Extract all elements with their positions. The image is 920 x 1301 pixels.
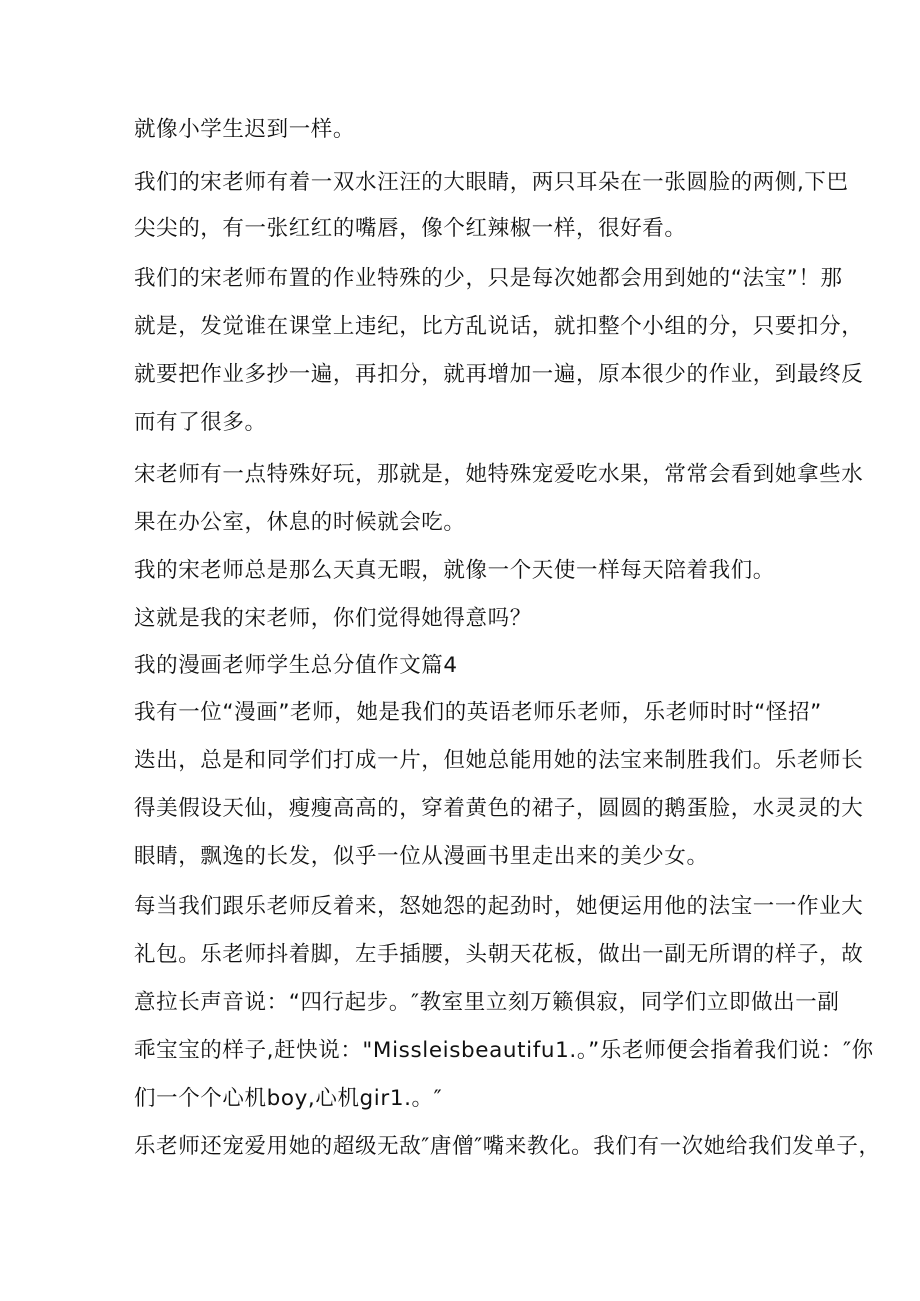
text-line: 就是，发觉谁在课堂上违纪，比方乱说话，就扣整个小组的分，只要扣分， — [134, 314, 864, 339]
text-line: 就像小学生迟到一样。 — [134, 117, 356, 142]
text-line: 得美假设天仙，瘦瘦高高的，穿着黄色的裙子，圆圆的鹅蛋脸，水灵灵的大 — [134, 796, 864, 821]
section-heading: 我的漫画老师学生总分值作文篇4 — [134, 653, 458, 678]
text-line: 就要把作业多抄一遍，再扣分，就再增加一遍，原本很少的作业，到最终反 — [134, 362, 864, 387]
text-line: 礼包。乐老师抖着脚，左手插腰，头朝天花板，做出一副无所谓的样子，故 — [134, 942, 864, 967]
text-line: 我们的宋老师布置的作业特殊的少，只是每次她都会用到她的“法宝”！那 — [134, 266, 843, 291]
text-line: 每当我们跟乐老师反着来，怒她怨的起劲时，她便运用他的法宝一一作业大 — [134, 894, 864, 919]
text-line: 我有一位“漫画”老师，她是我们的英语老师乐老师，乐老师时时“怪招” — [134, 700, 822, 725]
text-line: 乐老师还宠爱用她的超级无敌″唐僧″嘴来教化。我们有一次她给我们发单子， — [134, 1134, 881, 1159]
text-line: 而有了很多。 — [134, 410, 267, 435]
text-line: 迭出，总是和同学们打成一片，但她总能用她的法宝来制胜我们。乐老师长 — [134, 748, 864, 773]
text-line: 宋老师有一点特殊好玩，那就是，她特殊宠爱吃水果，常常会看到她拿些水 — [134, 462, 864, 487]
text-line: 眼睛，飘逸的长发，似乎一位从漫画书里走出来的美少女。 — [134, 844, 709, 869]
text-line: 乖宝宝的样子,赶快说："Missleisbeautifu1.。”乐老师便会指着我们说：″你 — [134, 1038, 874, 1063]
text-line: 果在办公室，休息的时候就会吃。 — [134, 510, 466, 535]
text-line: 意拉长声音说：“四行起步。″教室里立刻万籁俱寂，同学们立即做出一副 — [134, 990, 840, 1015]
text-line: 尖尖的，有一张红红的嘴唇，像个红辣椒一样，很好看。 — [134, 216, 687, 241]
text-line: 这就是我的宋老师，你们觉得她得意吗？ — [134, 606, 532, 631]
text-line: 我的宋老师总是那么天真无暇，就像一个天使一样每天陪着我们。 — [134, 558, 775, 583]
text-line: 我们的宋老师有着一双水汪汪的大眼睛，两只耳朵在一张圆脸的两侧,下巴 — [134, 170, 849, 195]
text-line: 们一个个心机boy,心机gir1.。″ — [134, 1086, 443, 1111]
